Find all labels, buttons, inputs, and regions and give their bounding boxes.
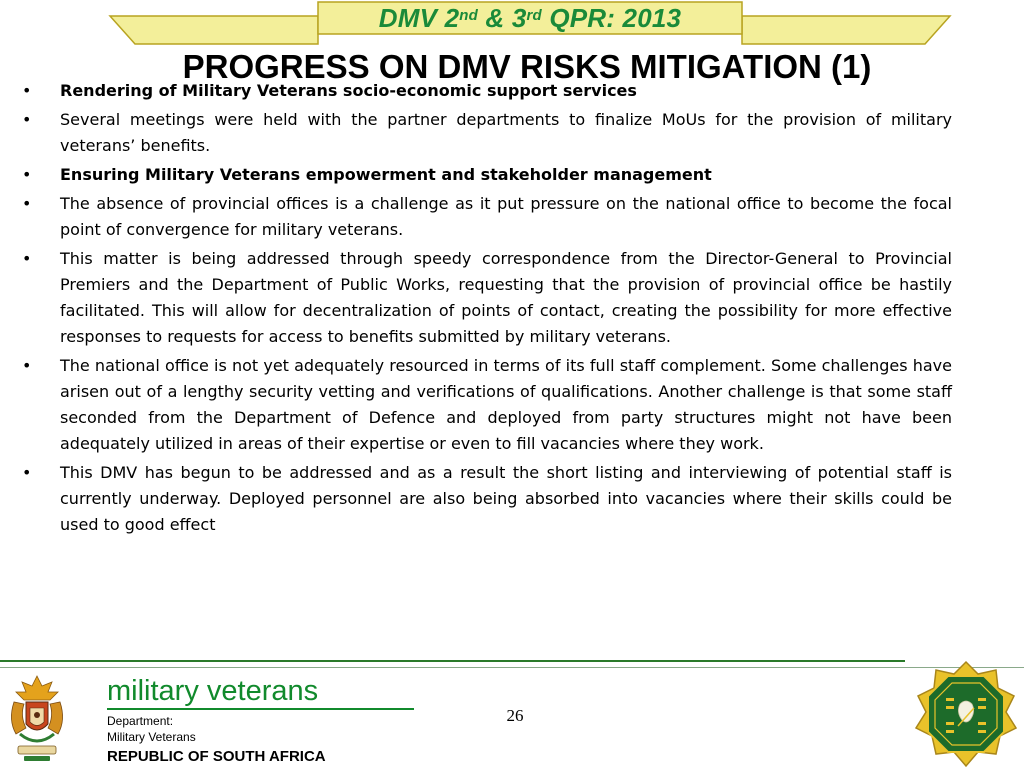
bullet-text: Rendering of Military Veterans socio-economic support services xyxy=(60,81,637,100)
bullet-marker: • xyxy=(22,110,32,129)
bullet-item xyxy=(22,191,952,243)
quarter-banner-label xyxy=(318,2,742,34)
footer-divider xyxy=(0,660,905,662)
bullet-text: The absence of provincial offices is a challenge as it put pressure on the national office to become the focal point of convergence for military veterans. xyxy=(60,194,952,239)
bullet-marker: • xyxy=(22,249,32,268)
bullet-marker: • xyxy=(22,356,32,375)
bullet-text: Ensuring Military Veterans empowerment and stakeholder management xyxy=(60,165,712,184)
banner-superscript-rd: rd xyxy=(526,6,542,24)
bullet-marker: • xyxy=(22,165,32,184)
banner-prefix: DMV 2 xyxy=(378,2,460,33)
bullet-text: This matter is being addressed through speedy correspondence from the Director-General to Provincial Premiers and the Department of Public Works, requesting that the provision of provincial office be hastily facilitated. This will allow for decentralization of points of contact, creating the possibility for more effective responses to requests for access to benefits submitted by military veterans. xyxy=(60,249,952,346)
banner-middle: & 3 xyxy=(478,2,527,33)
bullet-marker: • xyxy=(22,463,32,482)
brand-underline xyxy=(107,708,414,710)
bullet-marker: • xyxy=(22,194,32,213)
country-name: REPUBLIC OF SOUTH AFRICA xyxy=(107,748,326,765)
bullet-text: The national office is not yet adequately resourced in terms of its full staff complement. Some challenges have arisen out of a lengthy security vetting and verifications of qualifications. Another challenge is that some staff seconded from the Department of Defence and deployed from party structures might not have been adequately utilized in areas of their expertise or even to fill vacancies where they work. xyxy=(60,356,952,453)
footer-divider-thin xyxy=(0,667,1024,668)
bullet-item xyxy=(22,353,952,457)
banner-suffix: QPR: 2013 xyxy=(541,2,682,33)
bullet-text: Several meetings were held with the partner departments to finalize MoUs for the provision of military veterans’ benefits. xyxy=(60,110,952,155)
bullet-item xyxy=(22,107,952,159)
bullet-item xyxy=(22,162,952,188)
banner-superscript-nd: nd xyxy=(459,6,478,24)
south-africa-coat-of-arms-icon xyxy=(6,672,68,764)
bullet-text: This DMV has begun to be addressed and as a result the short listing and interviewing of potential staff is currently underway. Deployed personnel are also being absorbed into vacancies where their skills could be used to good effect xyxy=(60,463,952,534)
bullet-item xyxy=(22,78,952,104)
bullet-item xyxy=(22,246,952,350)
department-label: Department: xyxy=(107,714,174,728)
bullet-marker: • xyxy=(22,81,32,100)
bullet-item xyxy=(22,460,952,538)
brand-name: military veterans xyxy=(107,675,319,707)
page-number: 26 xyxy=(506,706,524,725)
department-name: Military Veterans xyxy=(107,730,196,744)
bullet-list xyxy=(22,78,952,541)
military-veterans-emblem-icon xyxy=(910,660,1022,768)
page-title: PROGRESS ON DMV RISKS MITIGATION (1) xyxy=(182,48,872,85)
